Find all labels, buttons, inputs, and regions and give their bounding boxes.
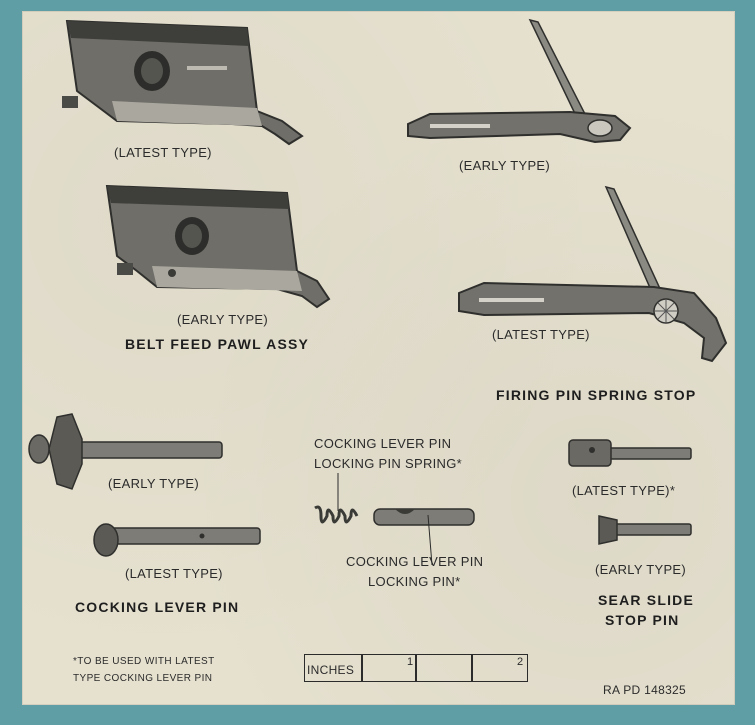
parts-plate <box>22 11 735 705</box>
belt-feed-pawl-caption: BELT FEED PAWL ASSY <box>125 336 310 352</box>
locking-pin-spring-image <box>313 504 363 528</box>
latest-type-label: (LATEST TYPE) <box>114 145 212 160</box>
cocking-lever-pin-caption: COCKING LEVER PIN <box>75 599 240 615</box>
inches-scale-bar <box>304 654 528 682</box>
firing-pin-spring-stop-caption: FIRING PIN SPRING STOP <box>496 387 697 403</box>
scale-tick-label-2: 2 <box>517 656 524 668</box>
latest-type-label: (LATEST TYPE)* <box>572 483 676 498</box>
cocking-lever-locking-pin-image <box>370 505 480 535</box>
belt-feed-pawl-latest-image <box>57 16 297 146</box>
early-type-label: (EARLY TYPE) <box>108 476 200 491</box>
spring-label-line1: COCKING LEVER PIN <box>314 436 452 451</box>
scale-tick <box>415 655 417 681</box>
scale-tick <box>471 655 473 681</box>
sear-slide-stop-pin-early-image <box>595 514 695 549</box>
belt-feed-pawl-early-image <box>97 181 337 311</box>
early-type-label: (EARLY TYPE) <box>459 158 551 173</box>
locking-pin-label-line1: COCKING LEVER PIN <box>346 554 484 569</box>
early-type-label: (EARLY TYPE) <box>595 562 687 577</box>
locking-pin-label-line2: LOCKING PIN* <box>368 574 461 589</box>
scale-tick <box>361 655 363 681</box>
footnote-line1: *TO BE USED WITH LATEST <box>73 656 215 667</box>
footnote-line2: TYPE COCKING LEVER PIN <box>73 673 213 684</box>
sear-slide-caption-line1: SEAR SLIDE <box>598 592 695 608</box>
scale-unit-label: INCHES <box>307 663 355 677</box>
cocking-lever-pin-latest-image <box>92 518 262 563</box>
sear-slide-caption-line2: STOP PIN <box>605 612 680 628</box>
firing-pin-stop-early-image <box>400 16 640 151</box>
scale-tick-label-1: 1 <box>407 656 414 668</box>
reference-number: RA PD 148325 <box>603 683 686 697</box>
spring-label-line2: LOCKING PIN SPRING* <box>314 456 463 471</box>
sear-slide-stop-pin-latest-image <box>567 436 697 474</box>
early-type-label: (EARLY TYPE) <box>177 312 269 327</box>
latest-type-label: (LATEST TYPE) <box>125 566 223 581</box>
latest-type-label: (LATEST TYPE) <box>492 327 590 342</box>
